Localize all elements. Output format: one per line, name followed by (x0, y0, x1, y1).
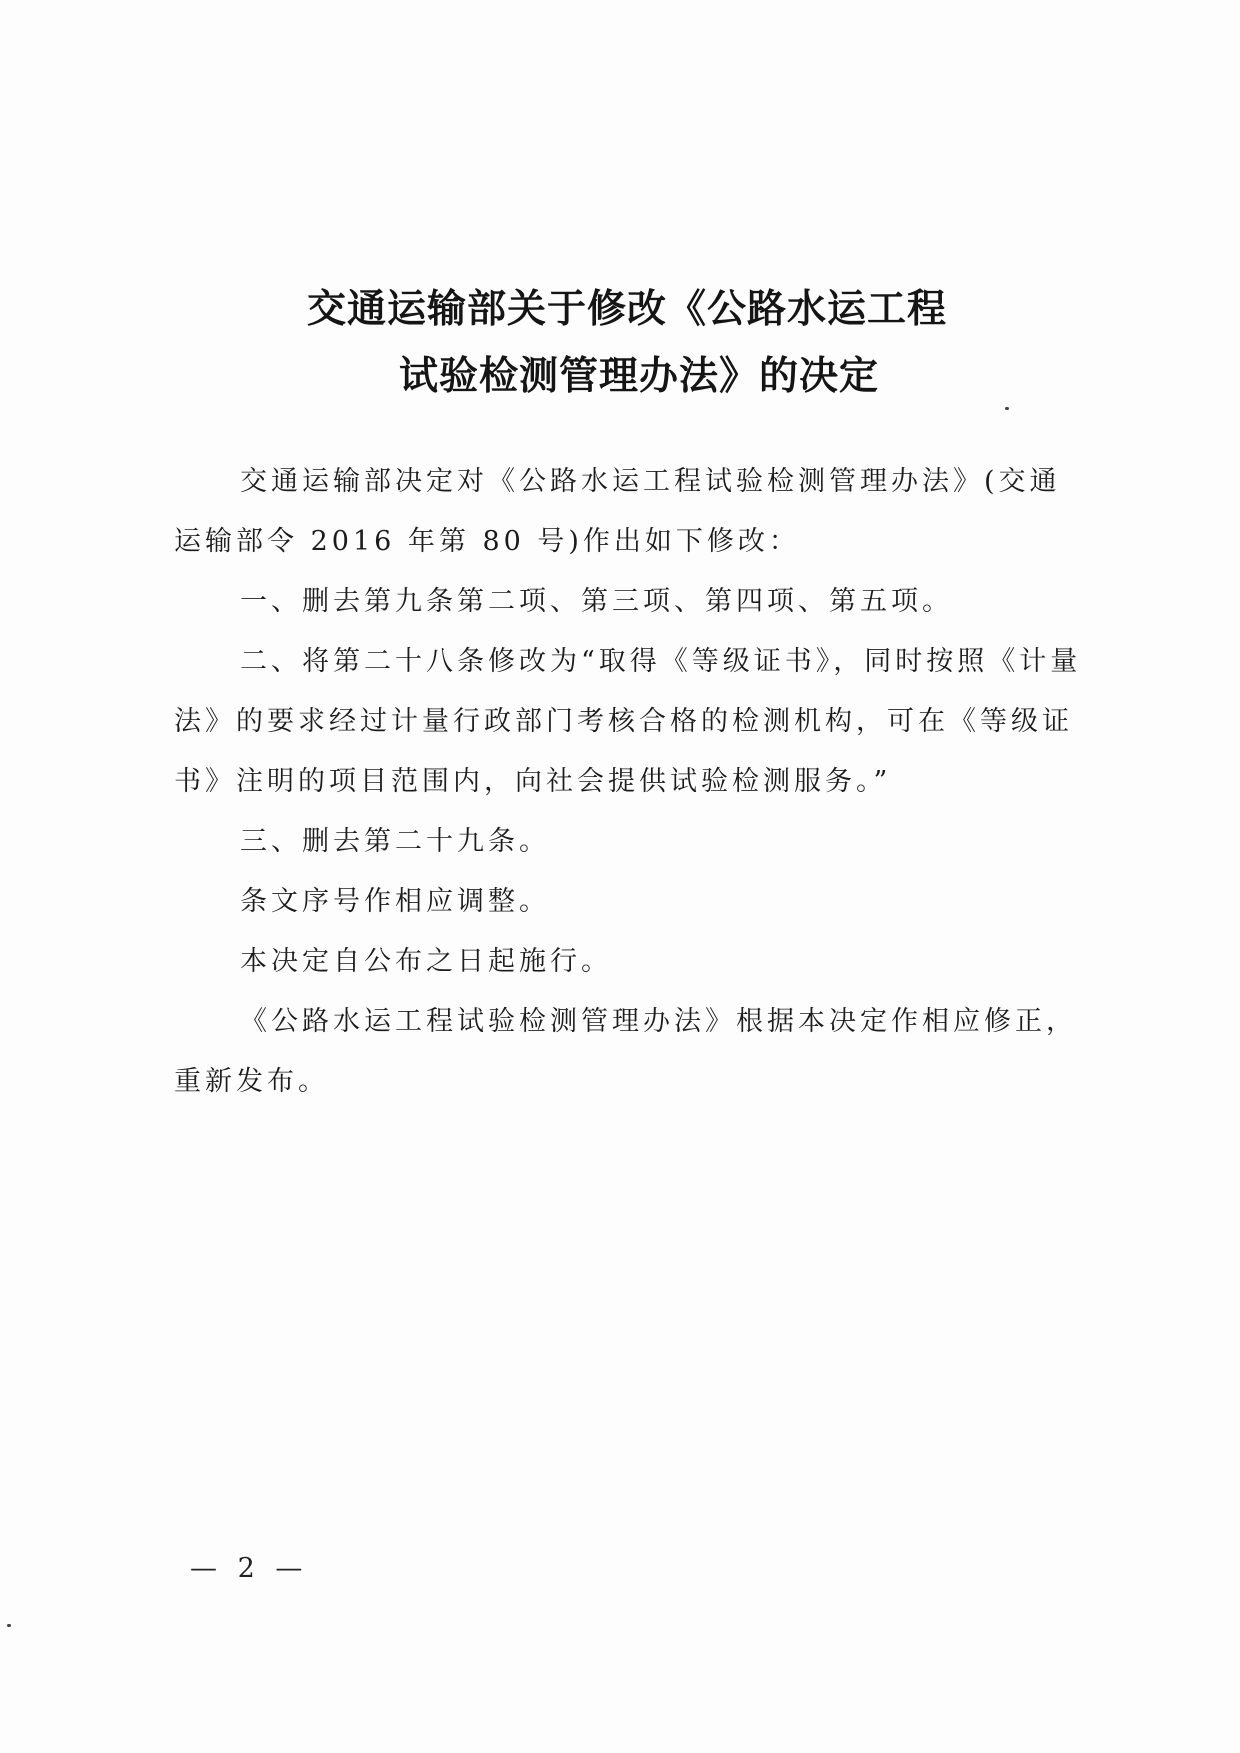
paragraph-renumbering (174, 872, 1079, 932)
paragraph-intro (174, 452, 1079, 572)
paragraph-line: 三、删去第二十九条。 (240, 826, 550, 857)
paragraph-effective-date (174, 932, 1079, 992)
paragraph-line: 二、将第二十八条修改为“取得《等级证书》，同时按照《计量 (240, 646, 1082, 677)
document-body (174, 452, 1082, 1112)
paragraph-line: 运输部令 2016 年第 80 号)作出如下修改： (174, 526, 800, 557)
scan-speck (1005, 407, 1009, 410)
paragraph-line: 法》的要求经过计量行政部门考核合格的检测机构，可在《等级证 (174, 706, 1073, 737)
paragraph-line: 一、删去第九条第二项、第三项、第四项、第五项。 (240, 586, 953, 617)
paragraph-line: 本决定自公布之日起施行。 (240, 946, 612, 977)
paragraph-line: 重新发布。 (174, 1066, 329, 1097)
paragraph-line: 条文序号作相应调整。 (240, 886, 550, 917)
page-number: — 2 — (190, 1553, 309, 1584)
paragraph-line: 书》注明的项目范围内，向社会提供试验检测服务。” (174, 766, 892, 797)
paragraph-amendment-1 (174, 572, 1079, 632)
paragraph-amendment-2 (174, 632, 1082, 812)
paragraph-amendment-3 (174, 812, 1079, 872)
document-title-line-2: 试验检测管理办法》的决定 (398, 354, 879, 399)
paragraph-republication (174, 992, 1079, 1112)
paragraph-line: 《公路水运工程试验检测管理办法》根据本决定作相应修正， (240, 1006, 1077, 1037)
document-title-line-1: 交通运输部关于修改《公路水运工程 (306, 287, 947, 332)
paragraph-line: 交通运输部决定对《公路水运工程试验检测管理办法》(交通 (240, 466, 1061, 497)
scan-speck (7, 1624, 11, 1627)
